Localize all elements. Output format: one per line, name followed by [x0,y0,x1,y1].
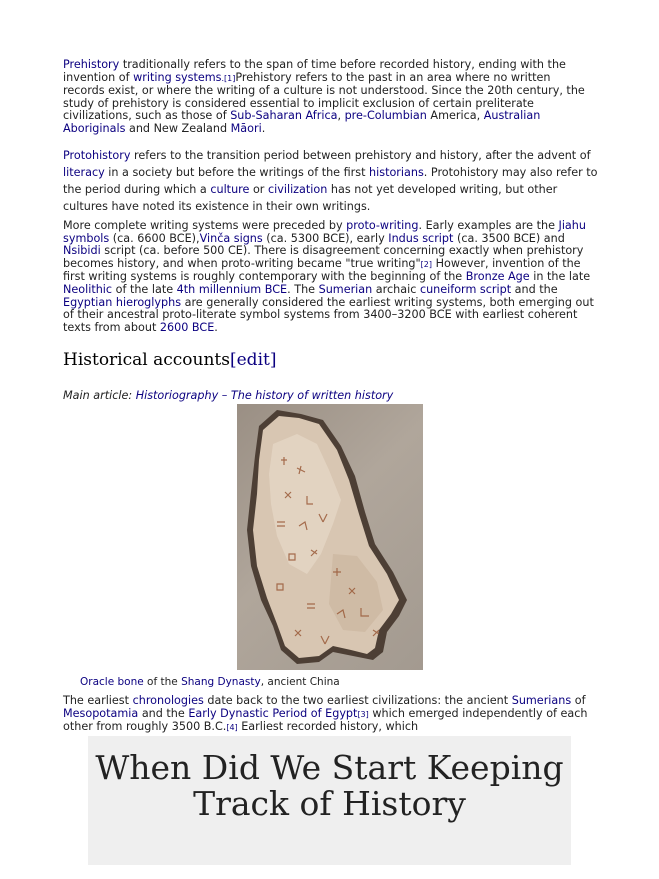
link-neolithic[interactable]: Neolithic [63,282,113,296]
paragraph-prehistory: Prehistory traditionally refers to the span of time before recorded history, ending with the invention of writing systems.[1]Prehistory refers to the past in an area where no written records exist, or where the writing of a culture is not understood. Since the 20th century, the study of prehistory is considered essential to implicit exclusion of certain preliterate civilizations, such as those of Sub-Saharan Africa, pre-Columbian America, Australian Aboriginals and New Zealand Māori. [63,58,585,135]
link-nsibidi[interactable]: Nsibidi [63,244,101,258]
citation-2[interactable]: [2] [420,259,433,269]
link-maori[interactable]: Māori [230,121,262,135]
link-writing-systems[interactable]: writing systems [133,70,222,84]
link-chronologies[interactable]: chronologies [132,694,204,707]
link-2600-bce[interactable]: 2600 BCE [159,320,215,334]
title-banner [88,736,571,865]
link-culture[interactable]: culture [210,183,250,196]
link-mesopotamia[interactable]: Mesopotamia [63,706,139,720]
citation-4[interactable]: [4] [226,723,238,733]
banner-title: When Did We Start Keeping Track of History [95,748,564,823]
paragraph-chronologies: The earliest chronologies date back to the two earliest civilizations: the ancient Sumerians of Mesopotamia and the Early Dynastic Period of Egypt[3] which emerged independently of each other from roughly 3500 B.C.[4] Earliest recorded history, which [63,694,588,734]
link-civilization[interactable]: civilization [267,183,328,196]
link-vinca-signs[interactable]: Vinča signs [199,231,263,245]
link-indus-script[interactable]: Indus script [388,231,454,245]
figure-caption: Oracle bone of the Shang Dynasty, ancient China [80,676,340,688]
link-prehistory[interactable]: Prehistory [63,58,120,71]
link-literacy[interactable]: literacy [63,166,105,179]
citation-3[interactable]: [3] [357,709,369,719]
link-shang-dynasty[interactable]: Shang Dynasty [181,676,261,688]
link-pre-columbian[interactable]: pre-Columbian [344,109,427,123]
link-historians[interactable]: historians [369,166,424,179]
link-bronze-age[interactable]: Bronze Age [465,270,530,284]
link-sumerians[interactable]: Sumerians [511,694,572,707]
section-heading: Historical accounts[edit] [63,350,277,370]
edit-bracket-close: ] [269,350,277,370]
link-sub-saharan-africa[interactable]: Sub-Saharan Africa [230,109,338,123]
oracle-bone-illustration [237,404,423,670]
main-article-note: Main article: Historiography – The history of written history [63,389,394,402]
link-oracle-bone[interactable]: Oracle bone [80,676,144,688]
link-egyptian-hieroglyphs[interactable]: Egyptian hieroglyphs [63,295,182,309]
link-proto-writing[interactable]: proto-writing [346,219,419,232]
link-sumerian[interactable]: Sumerian [318,282,373,296]
oracle-bone-image[interactable] [237,404,423,670]
link-cuneiform-script[interactable]: cuneiform script [419,282,512,296]
link-jiahu-symbols[interactable]: Jiahu symbols [63,219,586,245]
link-early-dynastic-period[interactable]: Early Dynastic Period of Egypt [188,706,358,720]
link-protohistory[interactable]: Protohistory [63,149,131,162]
edit-link[interactable]: edit [236,350,270,370]
paragraph-writing-systems: More complete writing systems were preceded by proto-writing. Early examples are the Jiahu symbols (ca. 6600 BCE),Vinča signs (ca. 5300 BCE), early Indus script (ca. 3500 BCE) and Nsibidi script (ca. before 500 CE). There is disagreement concerning exactly when prehistory becomes history, and when proto-writing became "true writing"[2] However, invention of the first writing systems is roughly contemporary with the beginning of the Bronze Age in the late Neolithic of the late 4th millennium BCE. The Sumerian archaic cuneiform script and the Egyptian hieroglyphs are generally considered the earliest writing systems, both emerging out of their ancestral proto-literate symbol systems from 3400–3200 BCE with earliest coherent texts from about 2600 BCE. [63,219,594,334]
edit-bracket-open: [ [229,350,237,370]
link-historiography[interactable]: Historiography – The history of written history [135,389,394,402]
paragraph-protohistory: Protohistory refers to the transition period between prehistory and history, after the advent of literacy in a society but before the writings of the first historians. Protohistory may also refer to the period during which a culture or civilization has not yet developed writing, but other cultures have noted its existence in their own writings. [63,149,598,213]
link-australian-aboriginals[interactable]: Australian Aboriginals [63,109,541,135]
link-4th-millennium[interactable]: 4th millennium BCE [176,282,288,296]
citation-1[interactable]: .[1] [221,73,236,83]
